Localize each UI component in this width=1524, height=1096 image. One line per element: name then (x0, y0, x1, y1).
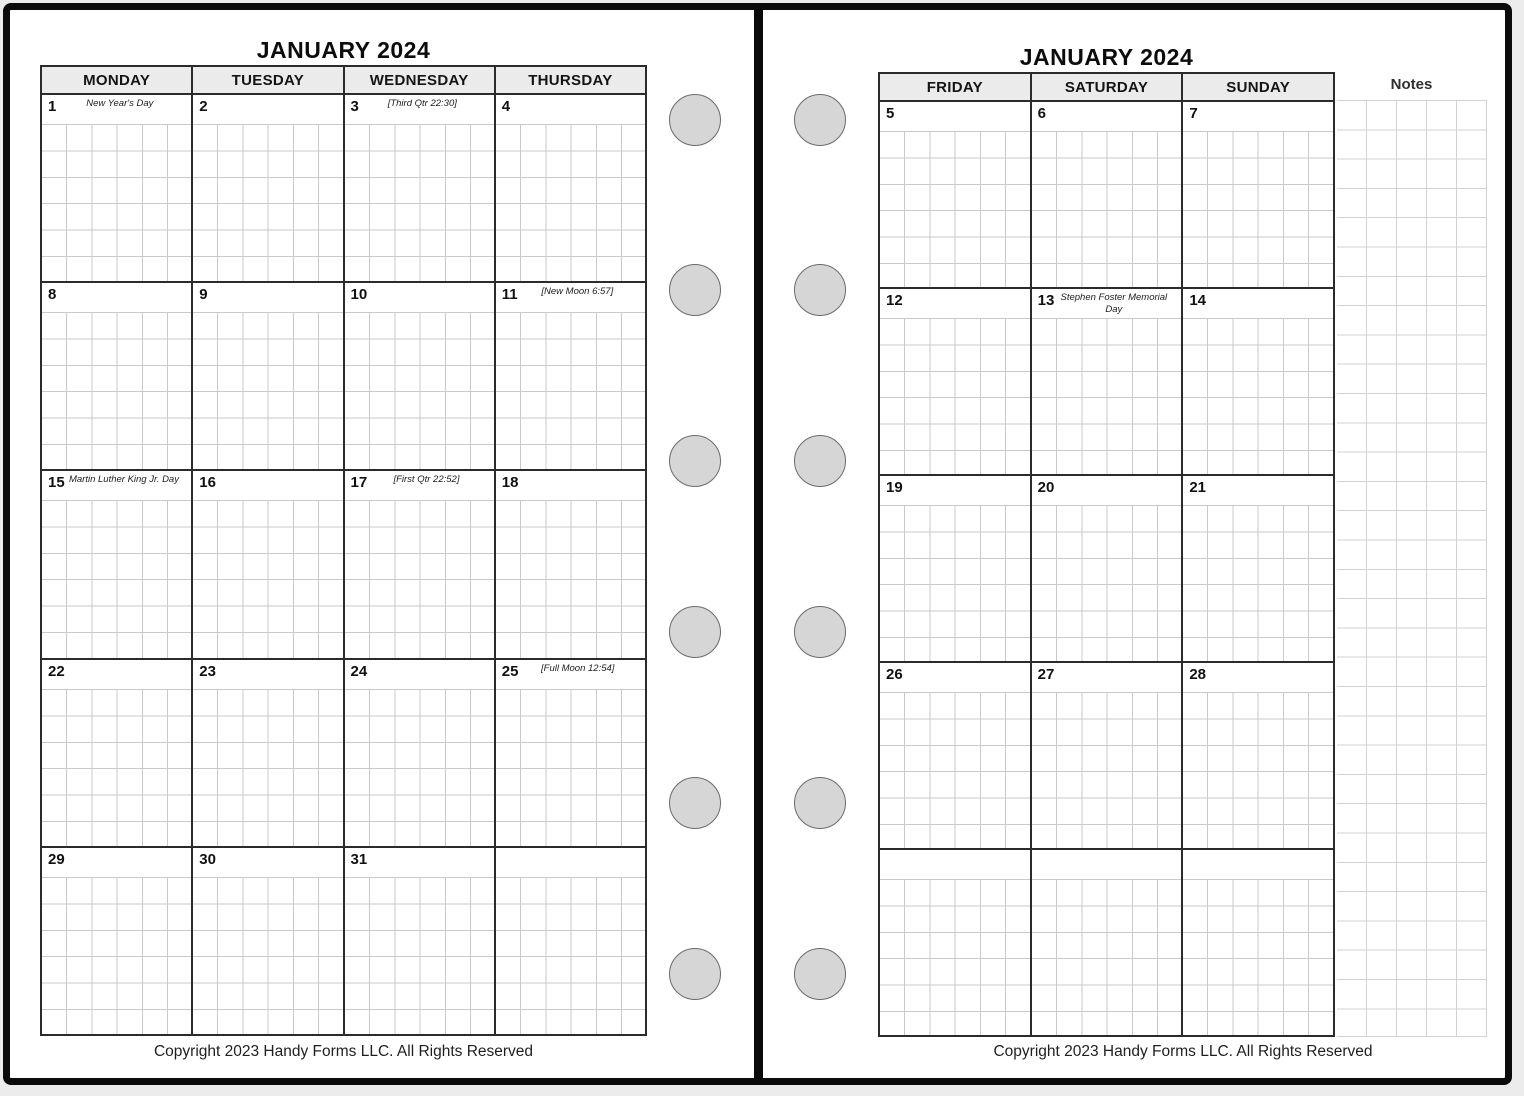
date-band (42, 848, 191, 877)
date-number: 20 (1037, 479, 1055, 496)
day-note (1054, 663, 1181, 692)
day-grid (880, 692, 1030, 848)
date-band (1183, 663, 1333, 692)
day-note (216, 471, 343, 500)
right-page-title: JANUARY 2024 (1019, 44, 1194, 70)
day-note (1046, 102, 1181, 131)
day-cell-empty (880, 850, 1032, 1035)
binder-hole-punch (794, 94, 846, 146)
date-number: 18 (501, 474, 519, 492)
date-number: 12 (886, 292, 903, 309)
date-number: 11 (501, 286, 518, 304)
day-cell-19 (880, 476, 1032, 661)
day-note (903, 476, 1030, 505)
date-number: 29 (48, 850, 65, 868)
date-band (880, 289, 1030, 318)
day-cell-13 (1032, 289, 1184, 474)
date-band (1032, 850, 1182, 879)
day-cell-20 (1032, 476, 1184, 661)
date-band (496, 471, 645, 500)
day-note (510, 95, 645, 124)
day-note (367, 660, 494, 689)
day-note (518, 471, 645, 500)
day-note: [Third Qtr 22:30] (387, 98, 457, 109)
day-note (903, 663, 1030, 692)
date-number: 28 (1189, 666, 1207, 683)
date-number: 1 (48, 98, 57, 115)
date-band (1183, 476, 1333, 505)
date-band (345, 95, 494, 124)
day-grid (42, 877, 191, 1034)
day-grid (496, 689, 645, 846)
day-grid (1032, 505, 1182, 661)
day-note: [Full Moon 12:54] (541, 662, 615, 674)
right-calendar-table (878, 72, 1335, 1037)
day-note: Martin Luther King Jr. Day (68, 474, 179, 486)
week-row (42, 658, 645, 846)
week-row (42, 281, 645, 469)
date-number: 31 (350, 850, 368, 868)
week-row (880, 102, 1333, 287)
day-cell-empty (496, 848, 645, 1034)
date-number: 14 (1189, 292, 1207, 309)
date-band (880, 850, 1030, 879)
day-grid (1183, 318, 1333, 474)
left-page-title: JANUARY 2024 (256, 37, 431, 63)
date-number: 19 (886, 479, 903, 496)
binder-hole-punch (669, 948, 721, 1000)
day-cell-14 (1183, 289, 1333, 474)
day-cell-empty (1183, 850, 1333, 1035)
day-grid (1183, 131, 1333, 287)
date-number: 4 (501, 98, 511, 115)
date-band (193, 95, 342, 124)
day-cell-30 (193, 848, 344, 1034)
date-number: 5 (886, 105, 895, 122)
date-number: 21 (1189, 479, 1207, 496)
day-header-row (42, 67, 645, 95)
day-grid (1032, 131, 1182, 287)
date-number: 3 (350, 98, 359, 115)
date-band (880, 476, 1030, 505)
day-note (208, 95, 343, 124)
date-band (193, 660, 342, 689)
day-header-wednesday: WEDNESDAY (345, 67, 496, 93)
day-cell-empty (1032, 850, 1184, 1035)
day-grid (193, 124, 342, 281)
binder-hole-punch (669, 264, 721, 316)
day-note (1206, 663, 1333, 692)
date-number: 30 (199, 850, 216, 868)
day-cell-25 (496, 660, 645, 846)
day-grid (345, 689, 494, 846)
right-copyright-text: Copyright 2023 Handy Forms LLC. All Rights Reserved (993, 1043, 1373, 1060)
week-row (42, 846, 645, 1034)
week-row (42, 95, 645, 281)
date-number: 8 (48, 286, 57, 304)
day-grid (1183, 879, 1333, 1035)
date-number: 17 (350, 474, 368, 492)
date-number: 16 (199, 474, 216, 492)
date-band (345, 660, 494, 689)
left-calendar-table (40, 65, 647, 1036)
day-note: Stephen Foster Memorial Day (1060, 292, 1168, 315)
day-grid (1032, 318, 1182, 474)
date-band (496, 848, 645, 877)
binder-hole-punch (794, 606, 846, 658)
day-cell-22 (42, 660, 193, 846)
binder-hole-punch (794, 435, 846, 487)
date-band (42, 660, 191, 689)
day-note (65, 848, 192, 877)
day-cell-31 (345, 848, 496, 1034)
day-cell-28 (1183, 663, 1333, 848)
date-band (345, 848, 494, 877)
day-cell-10 (345, 283, 496, 469)
day-cell-27 (1032, 663, 1184, 848)
day-grid (42, 124, 191, 281)
day-note (1206, 289, 1333, 318)
day-note (1198, 102, 1333, 131)
day-cell-21 (1183, 476, 1333, 661)
day-cell-18 (496, 471, 645, 657)
day-grid (193, 312, 342, 469)
day-cell-16 (193, 471, 344, 657)
day-grid (193, 877, 342, 1034)
day-grid (193, 689, 342, 846)
left-copyright-text: Copyright 2023 Handy Forms LLC. All Rights Reserved (153, 1043, 534, 1060)
day-cell-11 (496, 283, 645, 469)
day-note (1054, 476, 1181, 505)
date-band (193, 471, 342, 500)
day-grid (345, 312, 494, 469)
day-grid (496, 124, 645, 281)
day-cell-29 (42, 848, 193, 1034)
day-grid (880, 505, 1030, 661)
day-grid (1032, 692, 1182, 848)
day-note (1189, 850, 1333, 879)
date-band (345, 283, 494, 312)
day-note (903, 289, 1030, 318)
date-number: 26 (886, 666, 903, 683)
day-header-thursday: THURSDAY (528, 71, 613, 89)
date-band (496, 283, 645, 312)
day-note (502, 848, 645, 877)
date-band (1183, 289, 1333, 318)
day-note (216, 848, 343, 877)
binder-hole-punch (669, 435, 721, 487)
day-grid (1032, 879, 1182, 1035)
day-cell-23 (193, 660, 344, 846)
date-number: 22 (48, 662, 65, 680)
day-grid (193, 500, 342, 657)
date-band (880, 102, 1030, 131)
day-cell-24 (345, 660, 496, 846)
day-cell-2 (193, 95, 344, 281)
day-cell-4 (496, 95, 645, 281)
day-grid (42, 689, 191, 846)
date-band (42, 95, 191, 124)
day-grid (345, 877, 494, 1034)
day-note (367, 848, 494, 877)
date-number: 24 (350, 662, 368, 680)
day-header-saturday: SATURDAY (1032, 74, 1184, 100)
day-cell-12 (880, 289, 1032, 474)
day-cell-15 (42, 471, 193, 657)
day-grid (42, 500, 191, 657)
date-band (880, 663, 1030, 692)
day-cell-1 (42, 95, 193, 281)
day-note: New Year's Day (86, 98, 154, 109)
day-note (56, 283, 191, 312)
week-row (880, 848, 1333, 1035)
day-note (367, 283, 494, 312)
date-band (345, 471, 494, 500)
day-grid (880, 131, 1030, 287)
binder-spine (754, 3, 763, 1085)
day-note (886, 850, 1030, 879)
date-band (496, 95, 645, 124)
day-cell-5 (880, 102, 1032, 287)
day-note (208, 283, 343, 312)
week-row (880, 661, 1333, 848)
day-note: [First Qtr 22:52] (393, 474, 460, 486)
date-band (1183, 850, 1333, 879)
date-number: 15 (48, 474, 65, 492)
day-grid (345, 124, 494, 281)
date-band (1183, 102, 1333, 131)
date-band (193, 848, 342, 877)
binder-hole-punch (669, 777, 721, 829)
day-note (1038, 850, 1182, 879)
date-band (42, 283, 191, 312)
date-number: 25 (501, 662, 519, 680)
day-cell-26 (880, 663, 1032, 848)
date-band (42, 471, 191, 500)
date-number: 23 (199, 662, 216, 680)
binder-hole-punch (794, 264, 846, 316)
day-grid (496, 500, 645, 657)
date-band (1032, 663, 1182, 692)
day-cell-17 (345, 471, 496, 657)
date-band (1032, 476, 1182, 505)
day-cell-8 (42, 283, 193, 469)
date-number: 7 (1189, 105, 1198, 122)
day-note (1206, 476, 1333, 505)
day-grid (345, 500, 494, 657)
week-row (880, 474, 1333, 661)
day-header-tuesday: TUESDAY (193, 67, 344, 93)
date-number: 13 (1037, 292, 1055, 309)
day-grid (880, 879, 1030, 1035)
day-grid (496, 877, 645, 1034)
day-header-row (880, 74, 1333, 102)
day-cell-3 (345, 95, 496, 281)
binder-hole-punch (669, 94, 721, 146)
day-note (216, 660, 343, 689)
date-band (193, 283, 342, 312)
day-note (65, 660, 192, 689)
day-note (894, 102, 1029, 131)
date-number: 10 (350, 286, 368, 304)
date-number: 9 (199, 286, 208, 304)
day-grid (880, 318, 1030, 474)
binder-hole-punch (794, 948, 846, 1000)
day-cell-6 (1032, 102, 1184, 287)
day-grid (1183, 505, 1333, 661)
day-header-sunday: SUNDAY (1226, 78, 1291, 96)
day-grid (42, 312, 191, 469)
notes-label: Notes (1390, 76, 1433, 93)
binder-hole-punch (669, 606, 721, 658)
day-grid (1183, 692, 1333, 848)
day-grid (496, 312, 645, 469)
day-cell-7 (1183, 102, 1333, 287)
binder-hole-punch (794, 777, 846, 829)
day-note: [New Moon 6:57] (541, 286, 614, 298)
day-cell-9 (193, 283, 344, 469)
notes-grid (1337, 100, 1487, 1037)
date-band (1032, 289, 1182, 318)
day-header-friday: FRIDAY (880, 74, 1032, 100)
date-number: 27 (1037, 666, 1055, 683)
day-header-monday: MONDAY (42, 67, 193, 93)
week-row (880, 287, 1333, 474)
date-number: 6 (1037, 105, 1047, 122)
date-band (1032, 102, 1182, 131)
date-band (496, 660, 645, 689)
date-number: 2 (199, 98, 208, 115)
week-row (42, 469, 645, 657)
